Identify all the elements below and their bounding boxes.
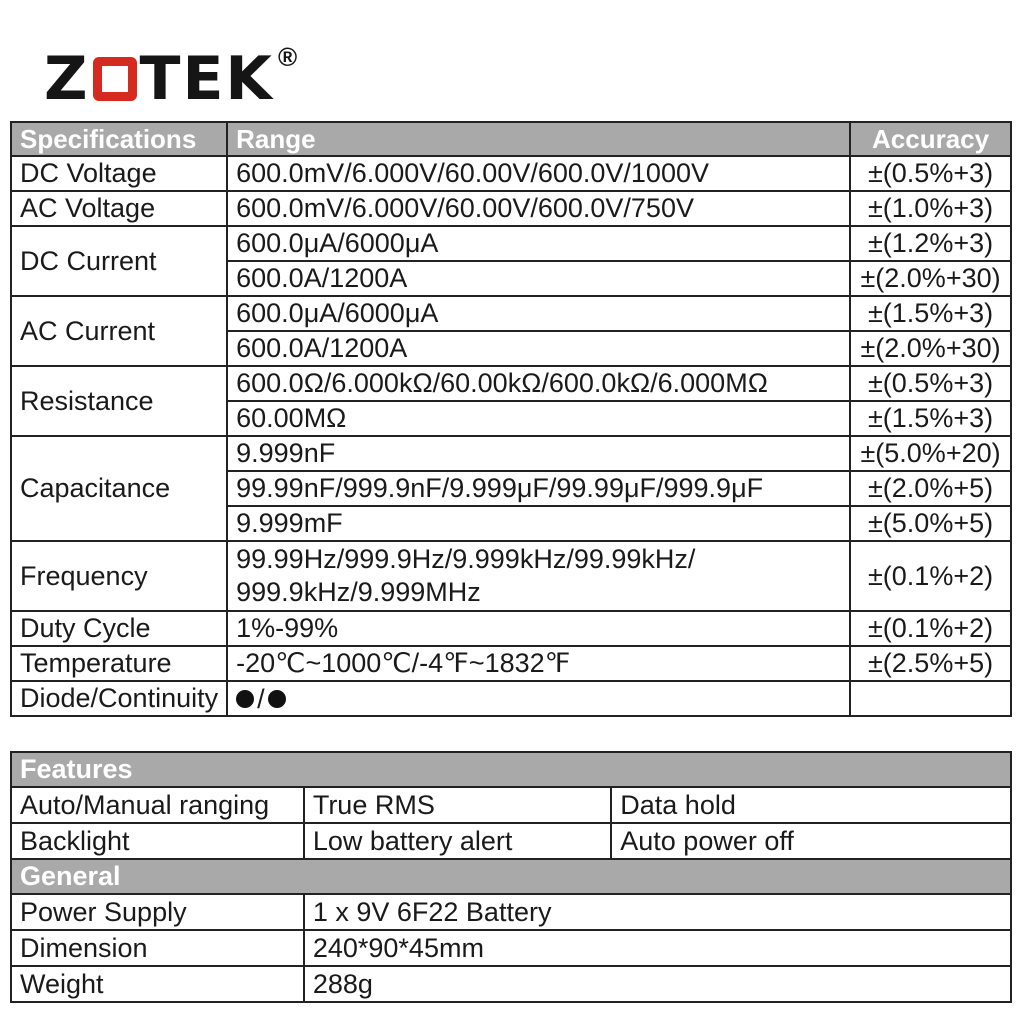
resistance-range-2: 60.00MΩ [227,401,850,436]
frequency-range-line-1: 99.99Hz/999.9Hz/9.999kHz/99.99kHz/ [236,544,696,575]
header-specifications: Specifications [11,122,227,156]
resistance-accuracy-1: ±(0.5%+3) [850,366,1011,401]
capacitance-range-1: 9.999nF [227,436,850,471]
logo-wordmark [44,44,274,114]
diode-continuity-label: Diode/Continuity [11,681,227,716]
frequency-range-line-2: 999.9kHz/9.999MHz [236,577,481,607]
ac-current-label: AC Current [11,296,227,366]
general-row-weight [11,966,1011,1002]
features-row-2 [11,823,1011,859]
capacitance-range-3: 9.999mF [227,506,850,541]
duty-cycle-accuracy: ±(0.1%+2) [850,611,1011,646]
frequency-accuracy: ±(0.1%+2) [850,541,1011,611]
logo-letter-z: Z [44,44,90,114]
general-title: General [11,859,1011,894]
row-frequency [11,541,1011,611]
features-title: Features [11,752,1011,787]
capacitance-label: Capacitance [11,436,227,541]
dc-current-label: DC Current [11,226,227,296]
spec-header-row [11,122,1011,156]
general-header-row [11,859,1011,894]
features-row-1 [11,787,1011,823]
general-row-power [11,894,1011,930]
duty-cycle-range: 1%-99% [227,611,850,646]
row-dc-current-1 [11,226,1011,261]
duty-cycle-label: Duty Cycle [11,611,227,646]
temperature-range: -20℃~1000℃/-4℉~1832℉ [227,646,850,681]
row-resistance-1 [11,366,1011,401]
continuity-icon [268,690,286,708]
weight-label: Weight [11,966,304,1002]
ac-voltage-accuracy: ±(1.0%+3) [850,191,1011,226]
dc-voltage-range: 600.0mV/6.000V/60.00V/600.0V/1000V [227,156,850,191]
logo-square-o-icon [93,57,137,101]
header-accuracy: Accuracy [850,122,1011,156]
capacitance-accuracy-2: ±(2.0%+5) [850,471,1011,506]
weight-value: 288g [304,966,1011,1002]
general-row-dimension [11,930,1011,966]
ac-current-range-1: 600.0μA/6000μA [227,296,850,331]
dc-voltage-accuracy: ±(0.5%+3) [850,156,1011,191]
feature-auto-power-off: Auto power off [611,823,1011,859]
diode-continuity-accuracy [850,681,1011,716]
row-ac-voltage [11,191,1011,226]
ac-current-range-2: 600.0A/1200A [227,331,850,366]
frequency-range [227,541,850,611]
feature-low-battery-alert: Low battery alert [304,823,611,859]
diode-icon [236,690,254,708]
row-duty-cycle [11,611,1011,646]
ac-voltage-label: AC Voltage [11,191,227,226]
dc-current-range-1: 600.0μA/6000μA [227,226,850,261]
capacitance-range-2: 99.99nF/999.9nF/9.999μF/99.99μF/999.9μF [227,471,850,506]
features-header-row [11,752,1011,787]
feature-auto-manual-ranging: Auto/Manual ranging [11,787,304,823]
resistance-range-1: 600.0Ω/6.000kΩ/60.00kΩ/600.0kΩ/6.000MΩ [227,366,850,401]
frequency-label: Frequency [11,541,227,611]
zotek-logo [44,44,297,114]
row-ac-current-1 [11,296,1011,331]
power-supply-value: 1 x 9V 6F22 Battery [304,894,1011,930]
row-capacitance-1 [11,436,1011,471]
dc-current-accuracy-2: ±(2.0%+30) [850,261,1011,296]
dc-current-range-2: 600.0A/1200A [227,261,850,296]
dc-voltage-label: DC Voltage [11,156,227,191]
feature-data-hold: Data hold [611,787,1011,823]
diode-slash: / [257,683,265,714]
temperature-accuracy: ±(2.5%+5) [850,646,1011,681]
dimension-label: Dimension [11,930,304,966]
ac-voltage-range: 600.0mV/6.000V/60.00V/600.0V/750V [227,191,850,226]
dimension-value: 240*90*45mm [304,930,1011,966]
features-general-table [10,751,1012,1003]
row-dc-voltage [11,156,1011,191]
row-diode-continuity [11,681,1011,716]
specifications-table [10,121,1012,717]
logo-letters-tek: TEK [139,44,274,114]
feature-true-rms: True RMS [304,787,611,823]
ac-current-accuracy-2: ±(2.0%+30) [850,331,1011,366]
temperature-label: Temperature [11,646,227,681]
row-temperature [11,646,1011,681]
registered-mark: ® [277,42,298,72]
header-range: Range [227,122,850,156]
dc-current-accuracy-1: ±(1.2%+3) [850,226,1011,261]
power-supply-label: Power Supply [11,894,304,930]
resistance-accuracy-2: ±(1.5%+3) [850,401,1011,436]
diode-continuity-range [227,681,850,716]
capacitance-accuracy-3: ±(5.0%+5) [850,506,1011,541]
ac-current-accuracy-1: ±(1.5%+3) [850,296,1011,331]
capacitance-accuracy-1: ±(5.0%+20) [850,436,1011,471]
resistance-label: Resistance [11,366,227,436]
feature-backlight: Backlight [11,823,304,859]
